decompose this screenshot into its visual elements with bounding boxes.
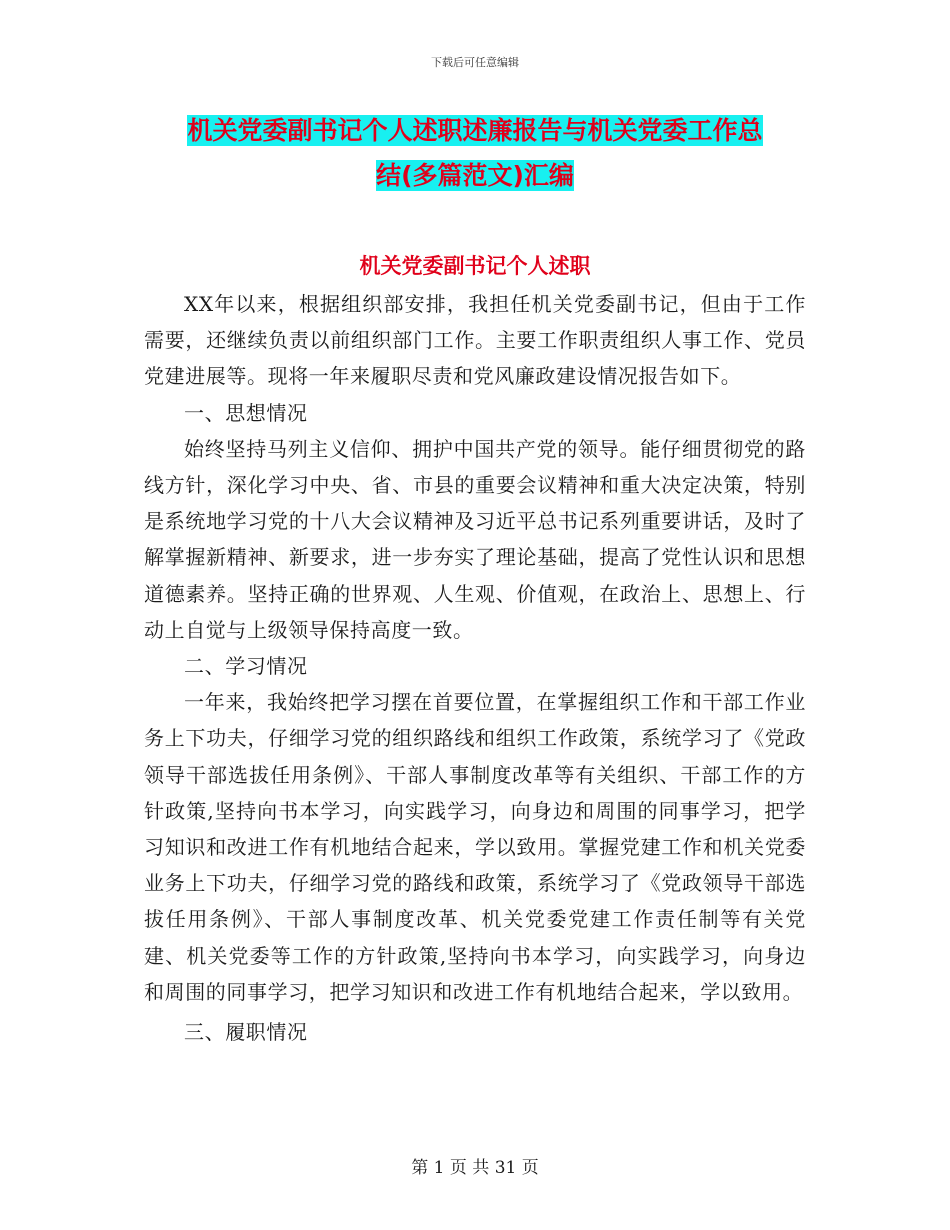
section-heading-study: 二、学习情况 bbox=[184, 654, 308, 679]
intro-paragraph: XX年以来，根据组织部安排，我担任机关党委副书记，但由于工作需要，还继续负责以前组织部门工作。主要工作职责组织人事工作、党员党建进展等。现将一年来履职尽责和党风廉政建设情况报告如下。 bbox=[144, 292, 806, 389]
section-subtitle: 机关党委副书记个人述职 bbox=[359, 254, 591, 278]
section-heading-duty: 三、履职情况 bbox=[184, 1020, 308, 1045]
title-line-1: 机关党委副书记个人述职述廉报告与机关党委工作总 bbox=[187, 116, 763, 145]
header-note: 下载后可任意编辑 bbox=[431, 56, 519, 69]
section-heading-thought: 一、思想情况 bbox=[184, 400, 308, 425]
page-number: 第 1 页 共 31 页 bbox=[411, 1158, 539, 1178]
title-line-2: 结(多篇范文)汇编 bbox=[376, 161, 574, 190]
study-paragraph: 一年来，我始终把学习摆在首要位置，在掌握组织工作和干部工作业务上下功夫，仔细学习党的组织路线和组织工作政策，系统学习了《党政领导干部选拔任用条例》、干部人事制度改革等有关组织、干部工作的方针政策,坚持向书本学习，向实践学习，向身边和周围的同事学习，把学习知识和改进工作有机地结合起来，学以致用。掌握党建工作和机关党委业务上下功夫，仔细学习党的路线和政策，系统学习了《党政领导干部选拔任用条例》、干部人事制度改革、机关党委党建工作责任制等有关党建、机关党委等工作的方针政策,坚持向书本学习，向实践学习，向身边和周围的同事学习，把学习知识和改进工作有机地结合起来，学以致用。 bbox=[144, 690, 806, 1004]
document-body bbox=[144, 286, 806, 1050]
thought-paragraph: 始终坚持马列主义信仰、拥护中国共产党的领导。能仔细贯彻党的路线方针，深化学习中央、省、市县的重要会议精神和重大决定决策，特别是系统地学习党的十八大会议精神及习近平总书记系列重要讲话，及时了解掌握新精神、新要求，进一步夯实了理论基础，提高了党性认识和思想道德素养。坚持正确的世界观、人生观、价值观，在政治上、思想上、行动上自觉与上级领导保持高度一致。 bbox=[144, 436, 806, 642]
document-title bbox=[0, 108, 950, 198]
